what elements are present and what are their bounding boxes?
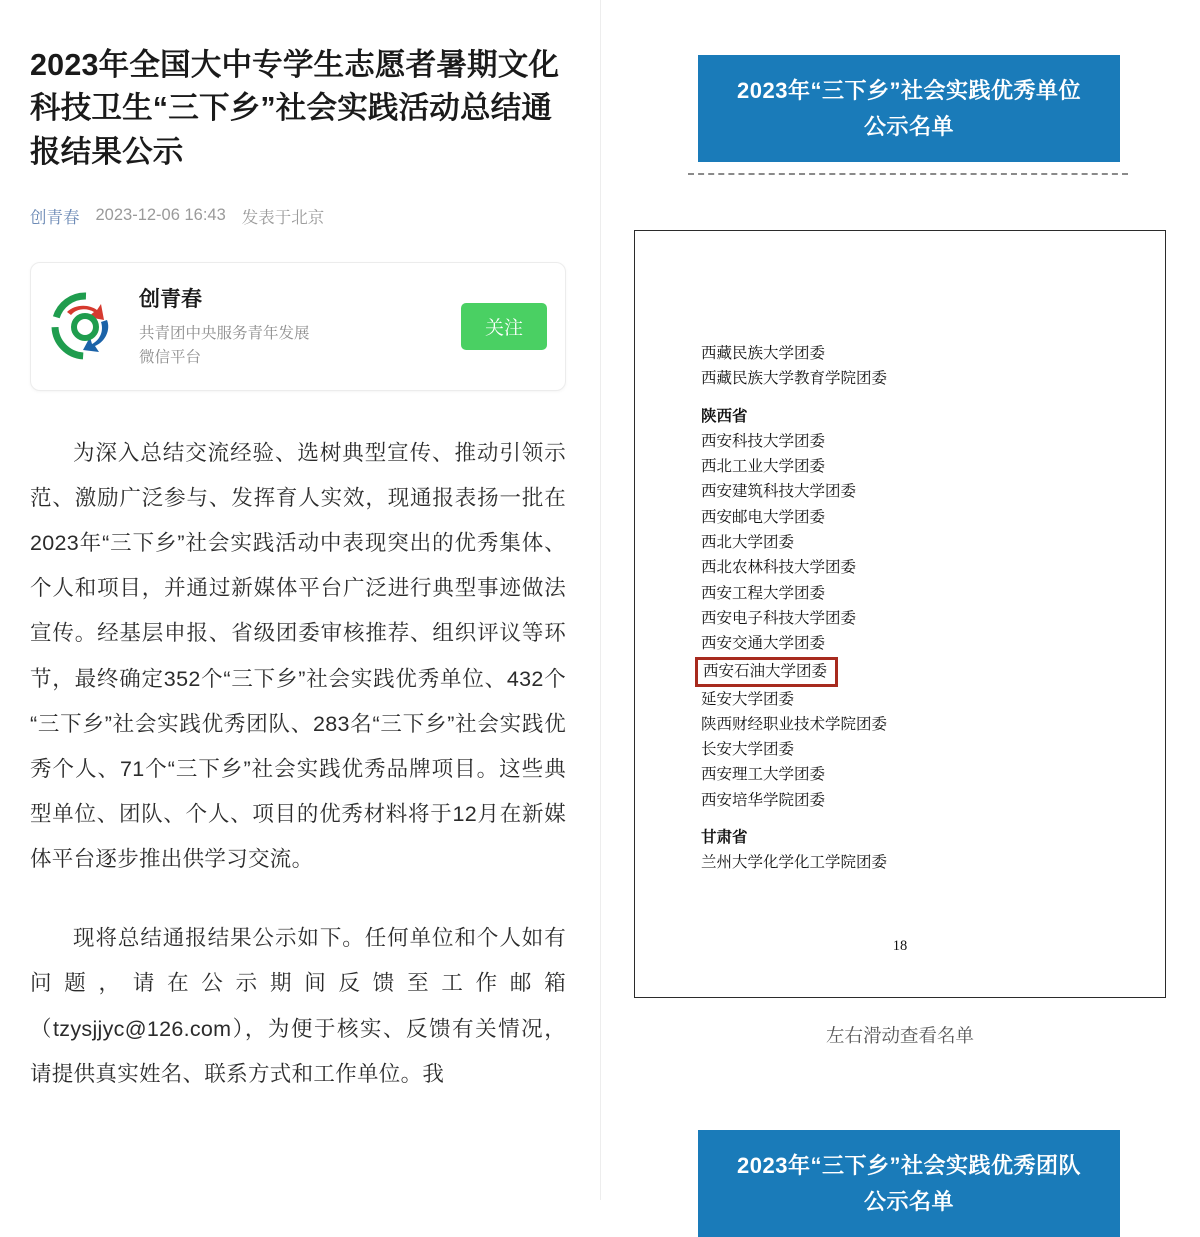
article-datetime: 2023-12-06 16:43 [95, 206, 226, 225]
page-title: 2023年全国大中专学生志愿者暑期文化科技卫生“三下乡”社会实践活动总结通报结果公示 [30, 48, 560, 169]
list-item: 西安建筑科技大学团委 [701, 483, 857, 501]
list-item: 延安大学团委 [701, 690, 795, 708]
list-item: 西北大学团委 [701, 534, 795, 552]
banner-excellent-units-line1: 2023年“三下乡”社会实践优秀单位 [737, 78, 1081, 103]
article-meta [30, 204, 566, 228]
account-description-line2: 微信平台 [139, 348, 202, 366]
name-list-content [635, 231, 1165, 997]
article-author[interactable]: 创青春 [30, 208, 80, 227]
account-name: 创青春 [139, 287, 202, 311]
account-info [139, 283, 443, 370]
list-item: 西安培华学院团委 [701, 791, 826, 809]
column-divider [600, 0, 601, 1200]
chuangqingchun-logo-icon [49, 290, 121, 362]
list-section-heading-gansu: 甘肃省 [701, 829, 748, 847]
list-item: 陕西财经职业技术学院团委 [701, 715, 888, 733]
article-paragraph-1: 为深入总结交流经验、选树典型宣传、推动引领示范、激励广泛参与、发挥育人实效，现通报表扬一批在2023年“三下乡”社会实践活动中表现突出的优秀集体、个人和项目，并通过新媒体平台广泛进行典型事迹做法宣传。经基层申报、省级团委审核推荐、组织评议等环节，最终确定352个“三下乡”社会实践优秀单位、432个“三下乡”社会实践优秀团队、283名“三下乡”社会实践优秀个人、71个“三下乡”社会实践优秀品牌项目。这些典型单位、团队、个人、项目的优秀材料将于12月在新媒体平台逐步推出供学习交流。 [30, 440, 566, 872]
list-spacer [701, 392, 1165, 404]
list-spacer [701, 813, 1165, 825]
banner-excellent-teams-line2: 公示名单 [863, 1188, 954, 1214]
article-left-column [0, 0, 600, 1200]
account-description-line1: 共青团中央服务青年发展 [139, 324, 310, 342]
list-item: 西安工程大学团委 [701, 584, 826, 602]
list-item-highlighted: 西安石油大学团委 [695, 657, 838, 687]
list-item: 西藏民族大学教育学院团委 [701, 370, 888, 388]
list-item: 兰州大学化学化工学院团委 [701, 854, 888, 872]
list-item: 西安电子科技大学团委 [701, 609, 857, 627]
attachment-right-column [600, 0, 1200, 1214]
list-section-heading-shaanxi: 陕西省 [701, 407, 748, 425]
list-item: 西安科技大学团委 [701, 432, 826, 450]
banner-excellent-teams-line1: 2023年“三下乡”社会实践优秀团队 [737, 1153, 1081, 1178]
swipe-hint-text: 左右滑动查看名单 [825, 1025, 974, 1046]
list-item: 西北工业大学团委 [701, 458, 826, 476]
list-item: 西安邮电大学团委 [701, 508, 826, 526]
list-item: 西北农林科技大学团委 [701, 559, 857, 577]
article-location: 发表于北京 [241, 208, 325, 227]
banner-excellent-teams [698, 1130, 1120, 1237]
document-page-number: 18 [892, 938, 908, 954]
name-list-document-page[interactable] [634, 230, 1166, 998]
follow-button[interactable]: 关注 [461, 303, 547, 350]
list-item: 长安大学团委 [701, 741, 795, 759]
account-card[interactable] [30, 262, 566, 391]
banner-excellent-units-line2: 公示名单 [863, 113, 954, 139]
dashed-separator [688, 173, 1128, 175]
list-item: 西安交通大学团委 [701, 635, 826, 653]
article-paragraph-2: 现将总结通报结果公示如下。任何单位和个人如有问题，请在公示期间反馈至工作邮箱（tzysjjyc@126.com），为便于核实、反馈有关情况，请提供真实姓名、联系方式和工作单位。我 [30, 926, 566, 1086]
banner-excellent-units [698, 55, 1120, 162]
list-item: 西藏民族大学团委 [701, 345, 826, 362]
list-item: 西安理工大学团委 [701, 766, 826, 784]
